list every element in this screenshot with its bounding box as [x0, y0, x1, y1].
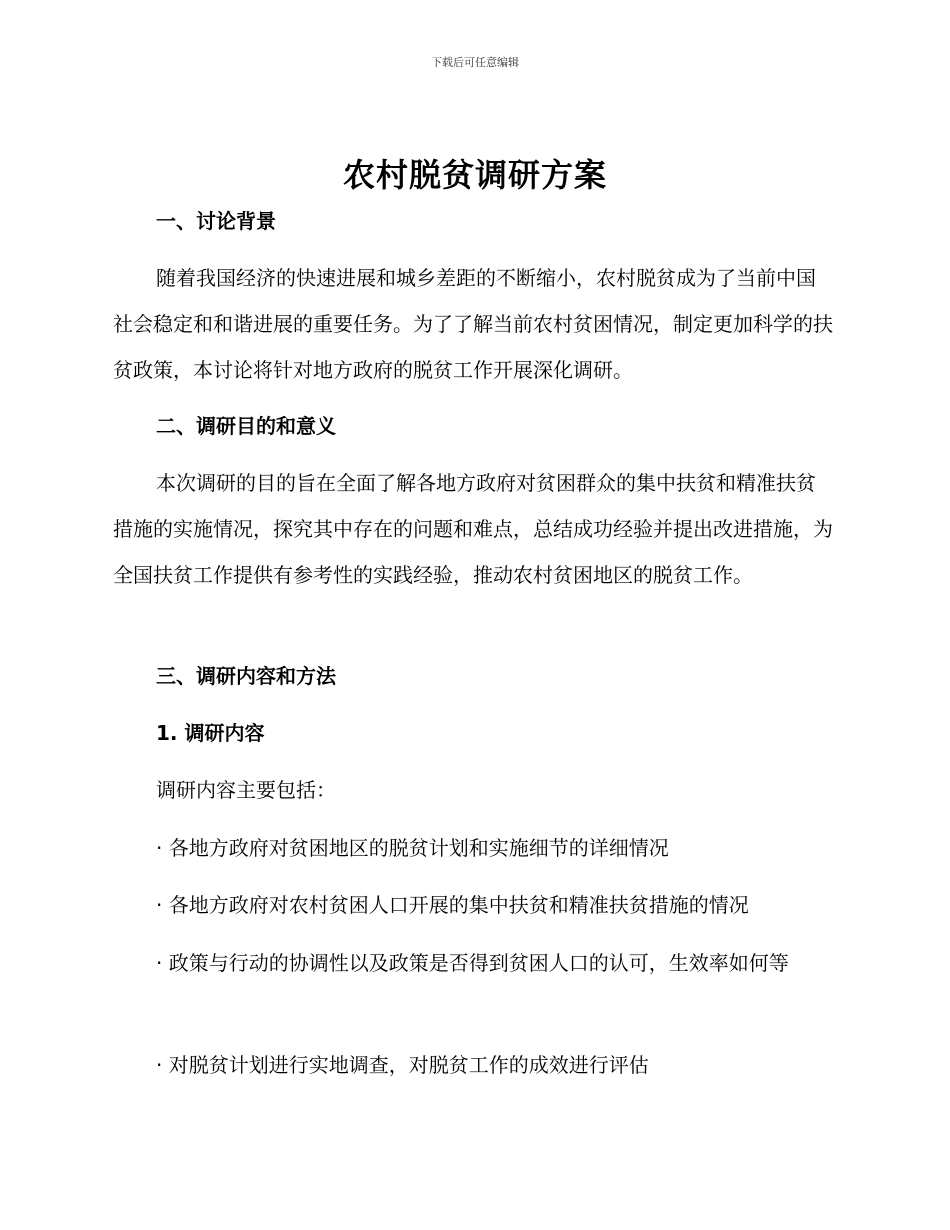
- section-heading-purpose: 二、调研目的和意义: [156, 414, 336, 438]
- section-heading-background: 一、讨论背景: [156, 209, 276, 233]
- document-title: 农村脱贫调研方案: [342, 156, 607, 194]
- list-item: · 政策与行动的协调性以及政策是否得到贫困人口的认可，生效率如何等: [156, 951, 789, 975]
- list-item: · 各地方政府对贫困地区的脱贫计划和实施细节的详细情况: [156, 836, 669, 860]
- page-header-note: 下载后可任意编辑: [431, 56, 519, 69]
- paragraph-content-intro: 调研内容主要包括：: [156, 778, 336, 802]
- paragraph-purpose: 本次调研的目的旨在全面了解各地方政府对贫困群众的集中扶贫和精准扶贫措施的实施情况，探究其中存在的问题和难点，总结成功经验并提出改进措施，为全国扶贫工作提供有参考性的实践经验，推动农村贫困地区的脱贫工作。: [113, 471, 833, 587]
- list-item: · 各地方政府对农村贫困人口开展的集中扶贫和精准扶贫措施的情况: [156, 893, 749, 917]
- section-heading-content: 三、调研内容和方法: [156, 664, 336, 688]
- list-item: · 对脱贫计划进行实地调查，对脱贫工作的成效进行评估: [156, 1053, 649, 1077]
- paragraph-background: 随着我国经济的快速进展和城乡差距的不断缩小，农村脱贫成为了当前中国社会稳定和和谐进展的重要任务。为了了解当前农村贫困情况，制定更加科学的扶贫政策，本讨论将针对地方政府的脱贫工作开展深化调研。: [113, 266, 833, 382]
- sub-heading-content: 1. 调研内容: [156, 721, 265, 745]
